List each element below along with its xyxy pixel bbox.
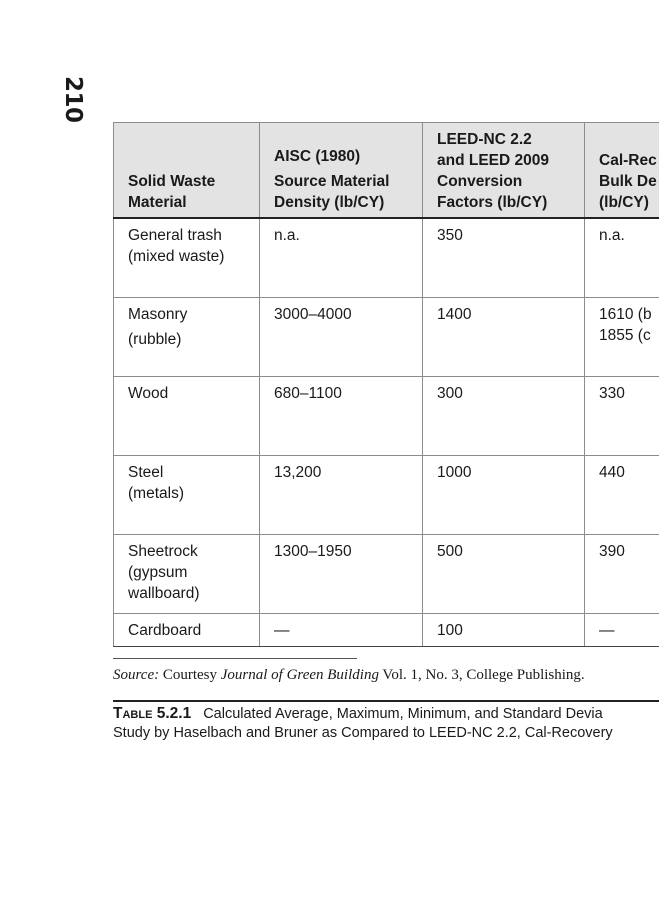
cell-leed: 100 (423, 614, 585, 647)
table-row (114, 218, 659, 298)
cell-aisc: 1300–1950 (260, 535, 423, 614)
cell-aisc: 3000–4000 (260, 298, 423, 377)
source-note (113, 667, 585, 684)
cell-leed: 350 (423, 218, 585, 298)
table-header-row (114, 123, 659, 219)
header-solid-waste-material: Solid Waste Material (114, 123, 260, 219)
cell-leed: 1400 (423, 298, 585, 377)
cell-material: Masonry (rubble) (114, 298, 260, 377)
table-row (114, 298, 659, 377)
cell-cal: 1610 (b 1855 (c (585, 298, 659, 377)
cell-aisc: 13,200 (260, 456, 423, 535)
cell-aisc: n.a. (260, 218, 423, 298)
cell-cal: — (585, 614, 659, 647)
table-row (114, 377, 659, 456)
table-caption (113, 704, 659, 743)
cell-aisc: 680–1100 (260, 377, 423, 456)
source-text-after: Vol. 1, No. 3, College Publishing. (378, 667, 585, 683)
cell-aisc: — (260, 614, 423, 647)
source-label: Source: (113, 667, 160, 683)
caption-line-1 (113, 704, 659, 724)
footnote-divider (113, 658, 357, 659)
cell-material: Cardboard (114, 614, 260, 647)
table-container (113, 122, 659, 647)
cell-cal: 390 (585, 535, 659, 614)
header-cal-recovery: Cal-Rec Bulk De (lb/CY) (585, 123, 659, 219)
caption-text-2: Study by Haselbach and Bruner as Compared to LEED-NC 2.2, Cal-Recovery (113, 725, 613, 741)
cell-leed: 1000 (423, 456, 585, 535)
header-leed-conversion: LEED-NC 2.2 and LEED 2009 Conversion Factors (lb/CY) (423, 123, 585, 219)
waste-density-table (113, 122, 659, 647)
caption-text-1: Calculated Average, Maximum, Minimum, and Standard Devia (203, 706, 603, 722)
header-aisc-density: AISC (1980) Source Material Density (lb/CY) (260, 123, 423, 219)
table-row (114, 614, 659, 647)
cell-cal: 440 (585, 456, 659, 535)
caption-divider (113, 700, 659, 702)
cell-material: General trash (mixed waste) (114, 218, 260, 298)
cell-cal: n.a. (585, 218, 659, 298)
cell-cal: 330 (585, 377, 659, 456)
source-journal: Journal of Green Building (220, 667, 379, 683)
cell-material: Wood (114, 377, 260, 456)
page-number: 210 (60, 76, 86, 123)
caption-label: Table 5.2.1 (113, 705, 192, 722)
cell-leed: 500 (423, 535, 585, 614)
table-row (114, 535, 659, 614)
cell-leed: 300 (423, 377, 585, 456)
source-text-before: Courtesy (159, 667, 221, 683)
cell-material: Steel (metals) (114, 456, 260, 535)
cell-material: Sheetrock (gypsum wallboard) (114, 535, 260, 614)
table-row (114, 456, 659, 535)
